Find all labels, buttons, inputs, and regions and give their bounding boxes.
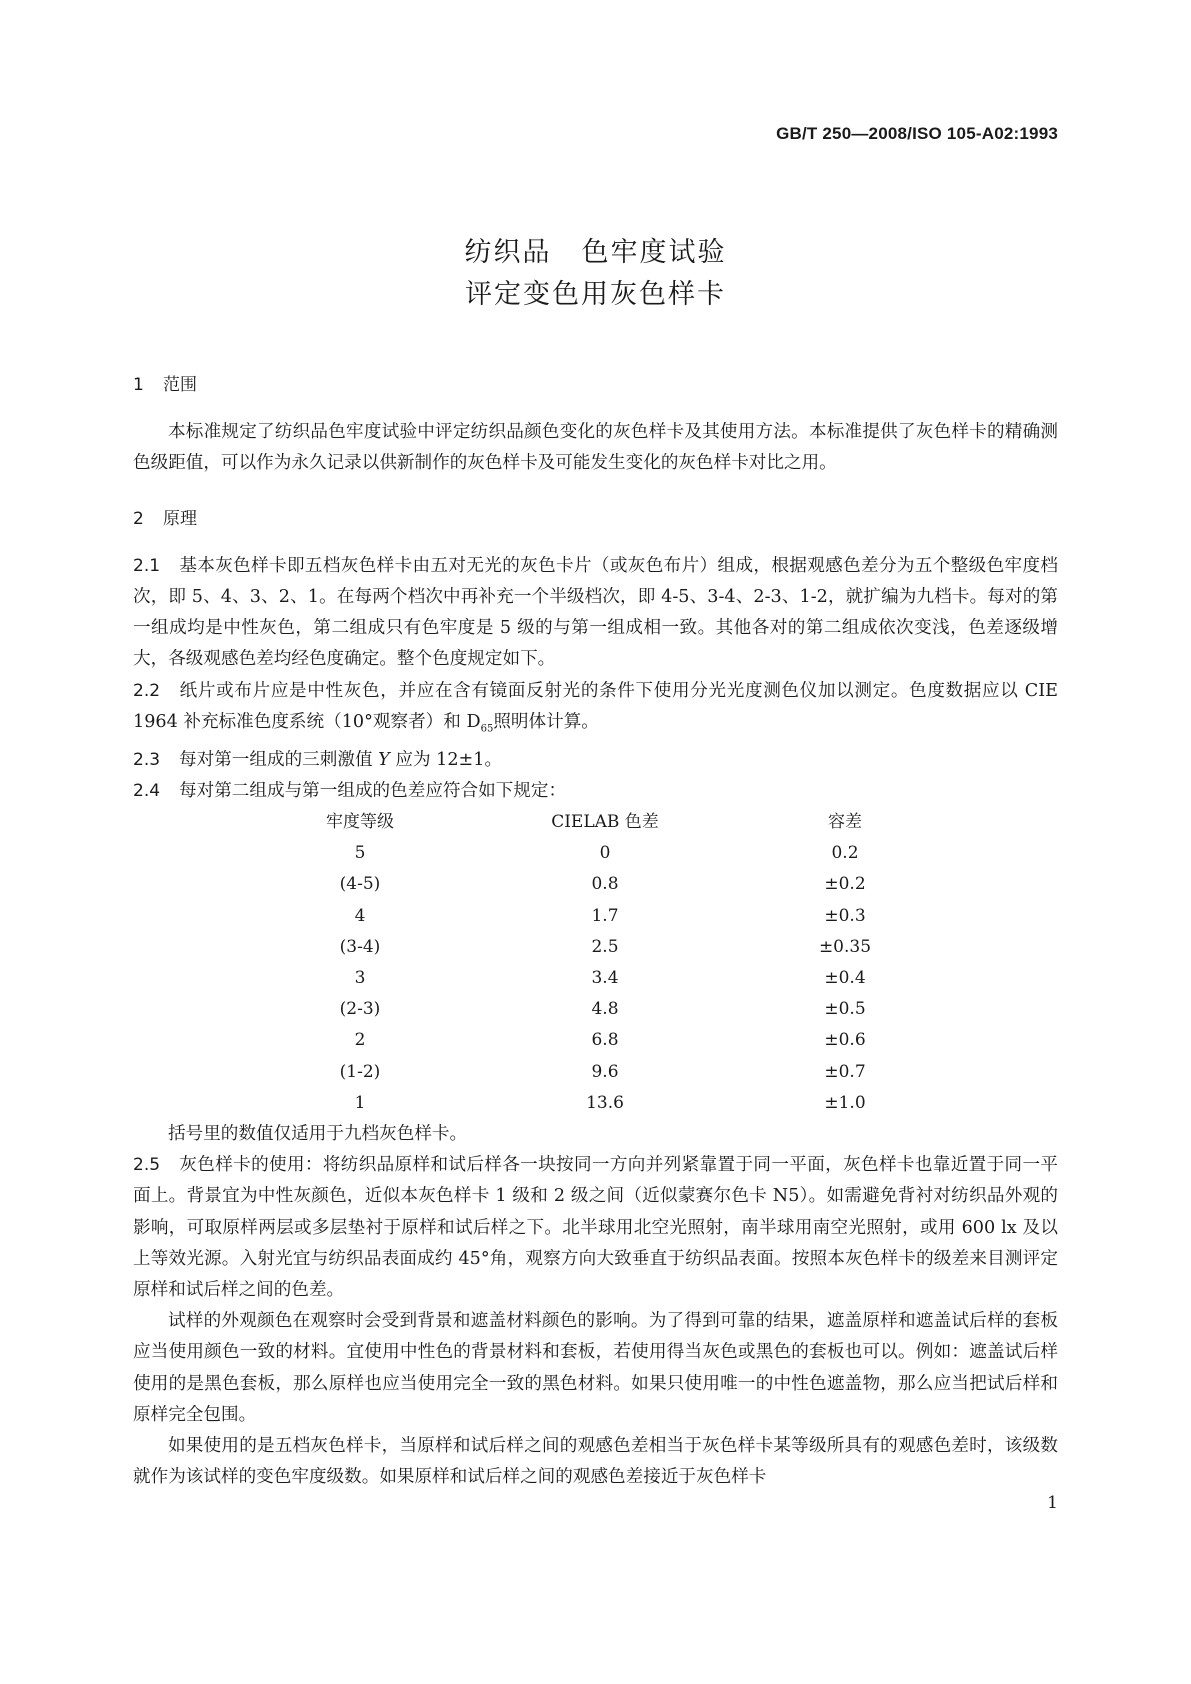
section-scope (133, 370, 1058, 480)
tolerance-cell: ±0.4 (824, 967, 866, 988)
tolerance-cell: 0.2 (831, 843, 859, 864)
color-difference-table (133, 807, 1058, 1119)
cielab-cell: 1.7 (591, 905, 619, 926)
clause-number: 2.5 (133, 1155, 161, 1176)
section-heading (133, 504, 1058, 535)
clause-2-4 (133, 776, 1058, 807)
clause-2-3 (133, 745, 1058, 776)
grade-cell: 2 (354, 1030, 366, 1051)
clause-2-2 (133, 676, 1058, 745)
column-header-grade: 牢度等级 (326, 811, 394, 832)
title-part-2: 色牢度试验 (581, 237, 727, 268)
table-note: 括号里的数值仅适用于九档灰色样卡。 (168, 1123, 468, 1144)
clause-number: 2.3 (133, 749, 161, 770)
cielab-cell: 0.8 (591, 874, 619, 895)
table-row (133, 994, 1058, 1025)
cielab-cell: 0 (599, 843, 611, 864)
cielab-cell: 2.5 (591, 936, 619, 957)
clause-text-end: 照明体计算。 (493, 711, 599, 732)
cielab-cell: 6.8 (591, 1030, 619, 1051)
column-header-tolerance: 容差 (828, 811, 862, 832)
scope-paragraph: 本标准规定了纺织品色牢度试验中评定纺织品颜色变化的灰色样卡及其使用方法。本标准提供了灰色样卡的精确测色级距值，可以作为永久记录以供新制作的灰色样卡及可能发生变化的灰色样卡对比之用。 (133, 422, 1058, 474)
clause-2-1 (133, 551, 1058, 676)
grade-cell: 4 (354, 905, 366, 926)
section-title: 范围 (163, 375, 197, 395)
table-row (133, 963, 1058, 994)
column-header-cielab: CIELAB 色差 (551, 811, 659, 832)
tolerance-cell: ±0.3 (824, 905, 866, 926)
table-row (133, 1057, 1058, 1088)
clause-text-end: 应为 12±1。 (395, 749, 503, 770)
table-row (133, 869, 1058, 900)
clause-number: 2.2 (133, 680, 161, 701)
page-number: 1 (1047, 1493, 1058, 1513)
cielab-cell: 3.4 (591, 967, 619, 988)
table-row (133, 901, 1058, 932)
tristimulus-variable: Y (378, 749, 390, 770)
tolerance-cell: ±0.7 (824, 1061, 866, 1082)
clause-text: 灰色样卡的使用：将纺织品原样和试后样各一块按同一方向并列紧靠置于同一平面，灰色样卡也靠近置于同一平面上。背景宜为中性灰颜色，近似本灰色样卡 1 级和 2 级之间（近似蒙赛尔色卡 N5）。如需避免背衬对纺织品外观的影响，可取原样两层或多层垫衬于原样和试后样之下。北半球用北空光照射，南半球用南空光照射，或用 600 lx 及以上等效光源。入射光宜与纺织品表面成约 45°角，观察方向大致垂直于纺织品表面。按照本灰色样卡的级差来目测评定原样和试后样之间的色差。 (133, 1155, 1058, 1300)
section-number: 2 (133, 508, 144, 529)
section-heading (133, 370, 1058, 401)
clause-number: 2.4 (133, 780, 161, 801)
standard-number: GB/T 250—2008/ISO 105-A02:1993 (776, 124, 1058, 143)
clause-2-5 (133, 1150, 1058, 1306)
tolerance-cell: ±1.0 (824, 1092, 866, 1113)
table-row (133, 1025, 1058, 1056)
title-part-1: 纺织品 (464, 237, 552, 268)
title-line-1 (0, 232, 1191, 274)
tolerance-cell: ±0.5 (824, 999, 866, 1020)
clause-text: 纸片或布片应是中性灰色，并应在含有镜面反射光的条件下使用分光光度测色仪加以测定。色度数据应以 CIE 1964 补充标准色度系统（10°观察者）和 D (133, 680, 1058, 732)
clause-text: 基本灰色样卡即五档灰色样卡由五对无光的灰色卡片（或灰色布片）组成，根据观感色差分为五个整级色牢度档次，即 5、4、3、2、1。在每两个档次中再补充一个半级档次，即 4-5、3-4、2-3、1-2，就扩编为九档卡。每对的第一组成均是中性灰色，第二组成只有色牢度是 5 级的与第一组成相一致。其他各对的第二组成依次变浅，色差逐级增大，各级观感色差均经色度确定。整个色度规定如下。 (133, 555, 1058, 670)
section-title: 原理 (163, 508, 197, 529)
grade-cell: (4-5) (339, 874, 381, 895)
illuminant-subscript: 65 (480, 723, 494, 735)
grade-cell: 5 (354, 843, 366, 864)
clause-2-5-paragraph-3: 如果使用的是五档灰色样卡，当原样和试后样之间的观感色差相当于灰色样卡某等级所具有的观感色差时，该级数就作为该试样的变色牢度级数。如果原样和试后样之间的观感色差接近于灰色样卡 (133, 1436, 1058, 1488)
clause-text: 每对第二组成与第一组成的色差应符合如下规定： (179, 780, 567, 801)
grade-cell: 1 (354, 1092, 366, 1113)
document-body (133, 370, 1058, 1493)
section-number: 1 (133, 375, 144, 395)
clause-text: 每对第一组成的三刺激值 (179, 749, 373, 770)
table-row (133, 1088, 1058, 1119)
grade-cell: (2-3) (339, 999, 381, 1020)
clause-2-5-paragraph-2: 试样的外观颜色在观察时会受到背景和遮盖材料颜色的影响。为了得到可靠的结果，遮盖原样和遮盖试后样的套板应当使用颜色一致的材料。宜使用中性色的背景材料和套板，若使用得当灰色或黑色的套板也可以。例如：遮盖试后样使用的是黑色套板，那么原样也应当使用完全一致的黑色材料。如果只使用唯一的中性色遮盖物，那么应当把试后样和原样完全包围。 (133, 1311, 1058, 1425)
document-title (0, 232, 1191, 316)
table-header-row (133, 807, 1058, 838)
tolerance-cell: ±0.6 (824, 1030, 866, 1051)
clause-number: 2.1 (133, 555, 161, 576)
table-row (133, 838, 1058, 869)
tolerance-cell: ±0.2 (824, 874, 866, 895)
grade-cell: (3-4) (339, 936, 381, 957)
grade-cell: (1-2) (339, 1061, 381, 1082)
cielab-cell: 13.6 (586, 1092, 624, 1113)
grade-cell: 3 (354, 967, 366, 988)
tolerance-cell: ±0.35 (818, 936, 872, 957)
cielab-cell: 9.6 (591, 1061, 619, 1082)
table-row (133, 932, 1058, 963)
section-principle (133, 504, 1058, 1494)
title-line-2: 评定变色用灰色样卡 (465, 279, 726, 310)
cielab-cell: 4.8 (591, 999, 619, 1020)
